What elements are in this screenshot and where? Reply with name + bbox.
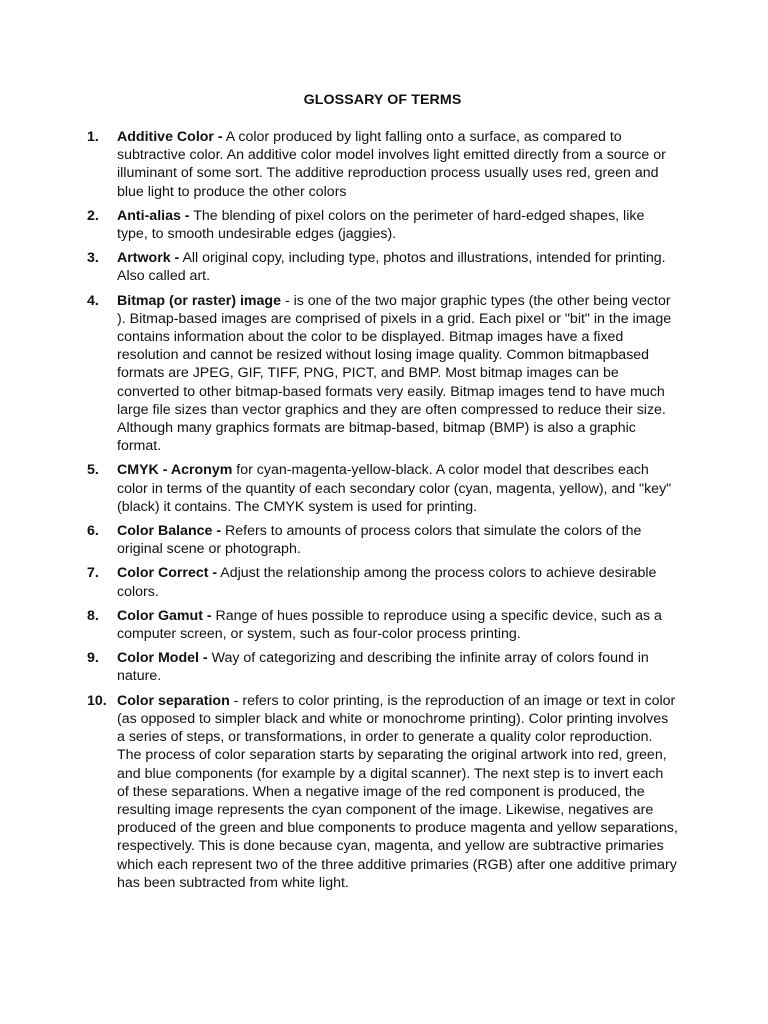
entry-number: 9. <box>87 650 99 667</box>
entry-number: 6. <box>87 523 99 540</box>
entry-number: 10. <box>87 692 107 709</box>
entry-definition: - is one of the two major graphic types (the other being vector ). Bitmap-based images are comprised of pixels in a grid. Each pixel or "bit" in the image contains information about the color to be displayed. Bitmap images have a fixed resolution and cannot be resized without losing image quality. Common bitmapbased formats are JPEG, GIF, TIFF, PNG, PICT, and BMP. Most bitmap images can be converted to other bitmap-based formats very easily. Bitmap images tend to have much large file sizes than vector graphics and they are often compressed to reduce their size. Although many graphics formats are bitmap-based, bitmap (BMP) is also a graphic format. <box>117 292 672 455</box>
glossary-entry <box>87 692 678 892</box>
glossary-entry <box>87 649 678 685</box>
entry-number: 8. <box>87 607 99 624</box>
glossary-entry <box>87 607 678 643</box>
entry-definition: Adjust the relationship among the process colors to achieve desirable colors. <box>117 565 657 600</box>
entry-definition: All original copy, including type, photos and illustrations, intended for printing. Also called art. <box>117 250 666 285</box>
entry-term: Color separation <box>117 692 230 709</box>
entry-term: Anti-alias - <box>117 207 190 224</box>
entry-term: Color Correct - <box>117 565 218 582</box>
entry-term: Color Balance - <box>117 523 222 540</box>
glossary-entry <box>87 292 678 456</box>
entry-number: 3. <box>87 250 99 267</box>
entry-number: 2. <box>87 207 99 224</box>
entry-term: Artwork - <box>117 250 180 267</box>
entry-definition: - refers to color printing, is the reproduction of an image or text in color (as opposed to simpler black and white or monochrome printing). Color printing involves a series of steps, or transformations, in order to generate a quality color reproduction. The process of color separation starts by separating the original artwork into red, green, and blue components (for example by a digital scanner). The next step is to invert each of these separations. When a negative image of the red component is produced, the resulting image represents the cyan component of the image. Likewise, negatives are produced of the green and blue components to produce magenta and yellow separations, respectively. This is done because cyan, magenta, and yellow are subtractive primaries which each represent two of the three additive primaries (RGB) after one additive primary has been subtracted from white light. <box>117 692 678 891</box>
entry-number: 5. <box>87 462 99 479</box>
entry-definition: A color produced by light falling onto a surface, as compared to subtractive color. An additive color model involves light emitted directly from a source or illuminant of some sort. The additive reproduction process usually uses red, green and blue light to produce the other colors <box>117 129 666 200</box>
entry-number: 1. <box>87 129 99 145</box>
glossary-entry <box>87 564 678 600</box>
glossary-entry <box>87 128 678 201</box>
entry-definition: Way of categorizing and describing the infinite array of colors found in nature. <box>117 650 649 685</box>
glossary-entry <box>87 461 678 516</box>
entry-definition: Range of hues possible to reproduce using a specific device, such as a computer screen, or system, such as four-color process printing. <box>117 607 662 643</box>
glossary-entry <box>87 522 678 558</box>
glossary-entry <box>87 249 678 285</box>
entry-term: Additive Color - <box>117 129 223 145</box>
entry-number: 4. <box>87 292 99 309</box>
entry-term: Color Model - <box>117 650 208 667</box>
entry-term: CMYK - Acronym <box>117 462 233 479</box>
entry-definition: The blending of pixel colors on the perimeter of hard-edged shapes, like type, to smooth undesirable edges (jaggies). <box>117 207 645 243</box>
entry-term: Color Gamut - <box>117 607 212 624</box>
entry-definition: Refers to amounts of process colors that simulate the colors of the original scene or photograph. <box>117 523 642 558</box>
glossary-list <box>87 128 678 892</box>
page-title: GLOSSARY OF TERMS <box>303 92 462 108</box>
glossary-entry <box>87 207 678 243</box>
entry-term: Bitmap (or raster) image <box>117 292 281 309</box>
entry-number: 7. <box>87 565 99 582</box>
entry-definition: for cyan-magenta-yellow-black. A color model that describes each color in terms of the quantity of each secondary color (cyan, magenta, yellow), and "key" (black) it contains. The CMYK system is used for printing. <box>117 462 672 515</box>
